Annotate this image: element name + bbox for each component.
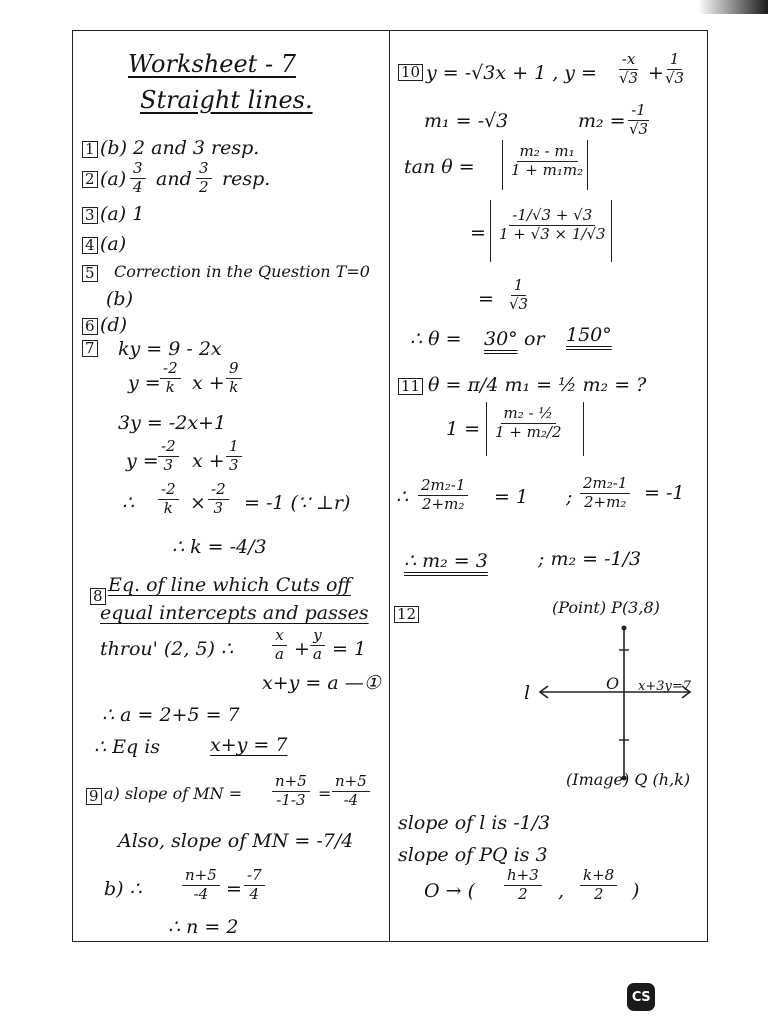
camscanner-logo-text: CS bbox=[631, 989, 651, 1005]
q5-answer: (b) bbox=[106, 288, 133, 310]
q10-line-1-frac-2: $\frac{1}{√3}$ bbox=[665, 50, 685, 87]
q8-number: 8 bbox=[90, 588, 106, 605]
worksheet-title: Worksheet - 7 bbox=[128, 50, 296, 78]
q7-line-5-frac-1: $\frac{-2}{k}$ bbox=[158, 482, 179, 517]
q9-line-3-frac-2: $\frac{-7}{4}$ bbox=[244, 868, 265, 903]
q6-answer: (d) bbox=[100, 314, 127, 336]
q8-line-1: Eq. of line which Cuts off bbox=[108, 574, 351, 596]
q12-midpoint-b: , bbox=[558, 880, 565, 902]
q2-suffix: resp. bbox=[222, 168, 271, 190]
q12-reflection-diagram bbox=[530, 620, 700, 790]
q6-number: 6 bbox=[82, 318, 98, 335]
q12-midpoint-frac-2: $\frac{k+8}{2}$ bbox=[580, 868, 617, 903]
q2-number: 2 bbox=[82, 171, 98, 188]
q1-answer: (b) 2 and 3 resp. bbox=[100, 137, 260, 159]
q9-line-1-frac-1: $\frac{n+5}{-1-3}$ bbox=[272, 774, 310, 809]
q2-prefix: (a) bbox=[100, 168, 127, 190]
q9-line-1-frac-2: $\frac{n+5}{-4}$ bbox=[332, 774, 370, 809]
q11-answer-1: ∴ m₂ = 3 bbox=[404, 550, 488, 572]
q12-line-equation: x+3y=7 bbox=[638, 679, 692, 694]
q11-line-3d: = -1 bbox=[644, 482, 685, 504]
q8-line-5: ∴ a = 2+5 = 7 bbox=[102, 704, 240, 726]
q7-line-2-frac-2: $\frac{9}{k}$ bbox=[226, 361, 242, 396]
q10-eq-1: = bbox=[470, 222, 486, 244]
q10-tan: tan θ = bbox=[404, 156, 475, 178]
q12-line-label: l bbox=[524, 682, 531, 704]
point-p bbox=[622, 626, 627, 631]
q3-answer: (a) 1 bbox=[100, 203, 145, 225]
q7-line-1: ky = 9 - 2x bbox=[118, 338, 222, 360]
q12-slope-l: slope of l is -1/3 bbox=[398, 812, 551, 834]
q8-line-3-frac-1: $\frac{x}{a}$ bbox=[272, 628, 287, 663]
q9-line-1a: a) slope of MN = bbox=[104, 784, 243, 803]
q8-line-4: x+y = a —① bbox=[262, 672, 381, 694]
q7-line-4-frac-2: $\frac{1}{3}$ bbox=[226, 439, 242, 474]
q5-number: 5 bbox=[82, 265, 98, 282]
q9-number: 9 bbox=[86, 788, 102, 805]
q10-number: 10 bbox=[398, 64, 423, 81]
q7-line-4-frac-1: $\frac{-2}{3}$ bbox=[158, 439, 179, 474]
q9-line-3a: b) ∴ bbox=[104, 878, 142, 900]
q10-m1: m₁ = -√3 bbox=[424, 110, 509, 132]
q3-number: 3 bbox=[82, 207, 98, 224]
q12-point-label: (Point) P(3,8) bbox=[552, 598, 660, 617]
q11-answer-2: ; m₂ = -1/3 bbox=[538, 548, 642, 570]
q7-line-2-frac-1: $\frac{-2}{k}$ bbox=[160, 361, 181, 396]
q9-line-3-frac-1: $\frac{n+5}{-4}$ bbox=[182, 868, 220, 903]
q10-answer-1: 30° bbox=[484, 328, 518, 350]
q9-line-1b: = bbox=[318, 784, 332, 803]
q10-line-1a: y = -√3x + 1 , y = bbox=[426, 62, 597, 84]
q12-origin-label: O bbox=[606, 674, 620, 693]
q12-midpoint-a: O → ( bbox=[424, 880, 475, 902]
q7-line-4a: y = bbox=[126, 450, 159, 472]
q12-number: 12 bbox=[394, 606, 419, 623]
q10-abs-1-frac: $\frac{\text{m₂ - m₁}}{\text{1 + m₁m₂}}$ bbox=[511, 142, 584, 179]
q7-line-4b: x + bbox=[192, 450, 225, 472]
q1-number: 1 bbox=[82, 141, 98, 158]
q9-line-2: Also, slope of MN = -7/4 bbox=[118, 830, 354, 852]
q7-number: 7 bbox=[82, 340, 98, 357]
q10-final-a: ∴ θ = bbox=[410, 328, 462, 350]
camscanner-logo bbox=[627, 983, 655, 1011]
q11-line-2a: 1 = bbox=[446, 418, 481, 440]
q4-answer: (a) bbox=[100, 233, 127, 255]
q11-line-3c: ; bbox=[566, 486, 573, 508]
q9-line-3b: = bbox=[226, 878, 242, 900]
q12-image-label: (Image) Q (h,k) bbox=[566, 770, 691, 789]
worksheet-subtitle: Straight lines. bbox=[140, 86, 313, 114]
q11-line-3-frac-1: $\frac{\text{2m₂-1}}{\text{2+m₂}}$ bbox=[418, 478, 468, 513]
q2-fraction-1: $\frac{3}{4}$ bbox=[130, 161, 146, 196]
q7-line-5-frac-2: $\frac{-2}{3}$ bbox=[208, 482, 229, 517]
q10-line-1b: + bbox=[648, 62, 664, 84]
q8-line-3a: throu' (2, 5) ∴ bbox=[100, 638, 234, 660]
q2-fraction-2: $\frac{3}{2}$ bbox=[196, 161, 212, 196]
q8-line-3-frac-2: $\frac{y}{a}$ bbox=[310, 628, 325, 663]
q8-line-3c: = 1 bbox=[332, 638, 367, 660]
q8-line-6a: ∴ Eq is bbox=[94, 736, 161, 758]
q7-result: ∴ k = -4/3 bbox=[172, 536, 267, 558]
q4-number: 4 bbox=[82, 237, 98, 254]
q11-line-3-frac-2: $\frac{\text{2m₂-1}}{\text{2+m₂}}$ bbox=[580, 476, 630, 511]
q10-abs-2-frac: $\frac{-1/√3 + √3}{1 + √3 \times 1/√3}$ bbox=[499, 206, 606, 243]
q11-abs-frac: $\frac{\text{m₂ - ½}}{\text{1 + m₂/2}}$ bbox=[495, 404, 562, 441]
q10-m2-frac: $\frac{-1}{√3}$ bbox=[629, 101, 649, 138]
column-divider bbox=[389, 30, 390, 942]
q8-line-3b: + bbox=[294, 638, 310, 660]
q11-line-3a: ∴ bbox=[396, 486, 409, 508]
q11-line-3b: = 1 bbox=[494, 486, 529, 508]
q10-result-frac: $\frac{1}{√3}$ bbox=[509, 276, 529, 313]
q7-line-2b: x + bbox=[192, 372, 225, 394]
q8-line-2: equal intercepts and passes bbox=[100, 602, 369, 624]
q7-line-5b: × bbox=[190, 492, 206, 514]
q9-result: ∴ n = 2 bbox=[168, 916, 239, 938]
q8-answer: x+y = 7 bbox=[210, 734, 288, 756]
q12-midpoint-frac-1: $\frac{h+3}{2}$ bbox=[504, 868, 542, 903]
q12-midpoint-c: ) bbox=[632, 880, 640, 902]
q10-answer-2: 150° bbox=[566, 324, 612, 346]
q5-note: Correction in the Question T=0 bbox=[114, 262, 370, 281]
q12-slope-pq: slope of PQ is 3 bbox=[398, 844, 548, 866]
q7-line-5a: ∴ bbox=[122, 492, 135, 514]
q2-mid: and bbox=[156, 168, 192, 190]
q7-line-5c: = -1 (∵ ⊥r) bbox=[244, 492, 351, 514]
q10-m2: m₂ = bbox=[578, 110, 626, 132]
page-corner-shadow bbox=[698, 0, 768, 14]
q11-number: 11 bbox=[398, 378, 423, 395]
q11-line-1: θ = π/4 m₁ = ½ m₂ = ? bbox=[428, 374, 647, 396]
q10-final-c: or bbox=[524, 328, 545, 350]
q10-eq-2: = bbox=[478, 288, 494, 310]
q7-line-2a: y = bbox=[128, 372, 161, 394]
q7-line-3: 3y = -2x+1 bbox=[118, 412, 227, 434]
q10-line-1-frac-1: $\frac{-x}{√3}$ bbox=[619, 50, 639, 87]
